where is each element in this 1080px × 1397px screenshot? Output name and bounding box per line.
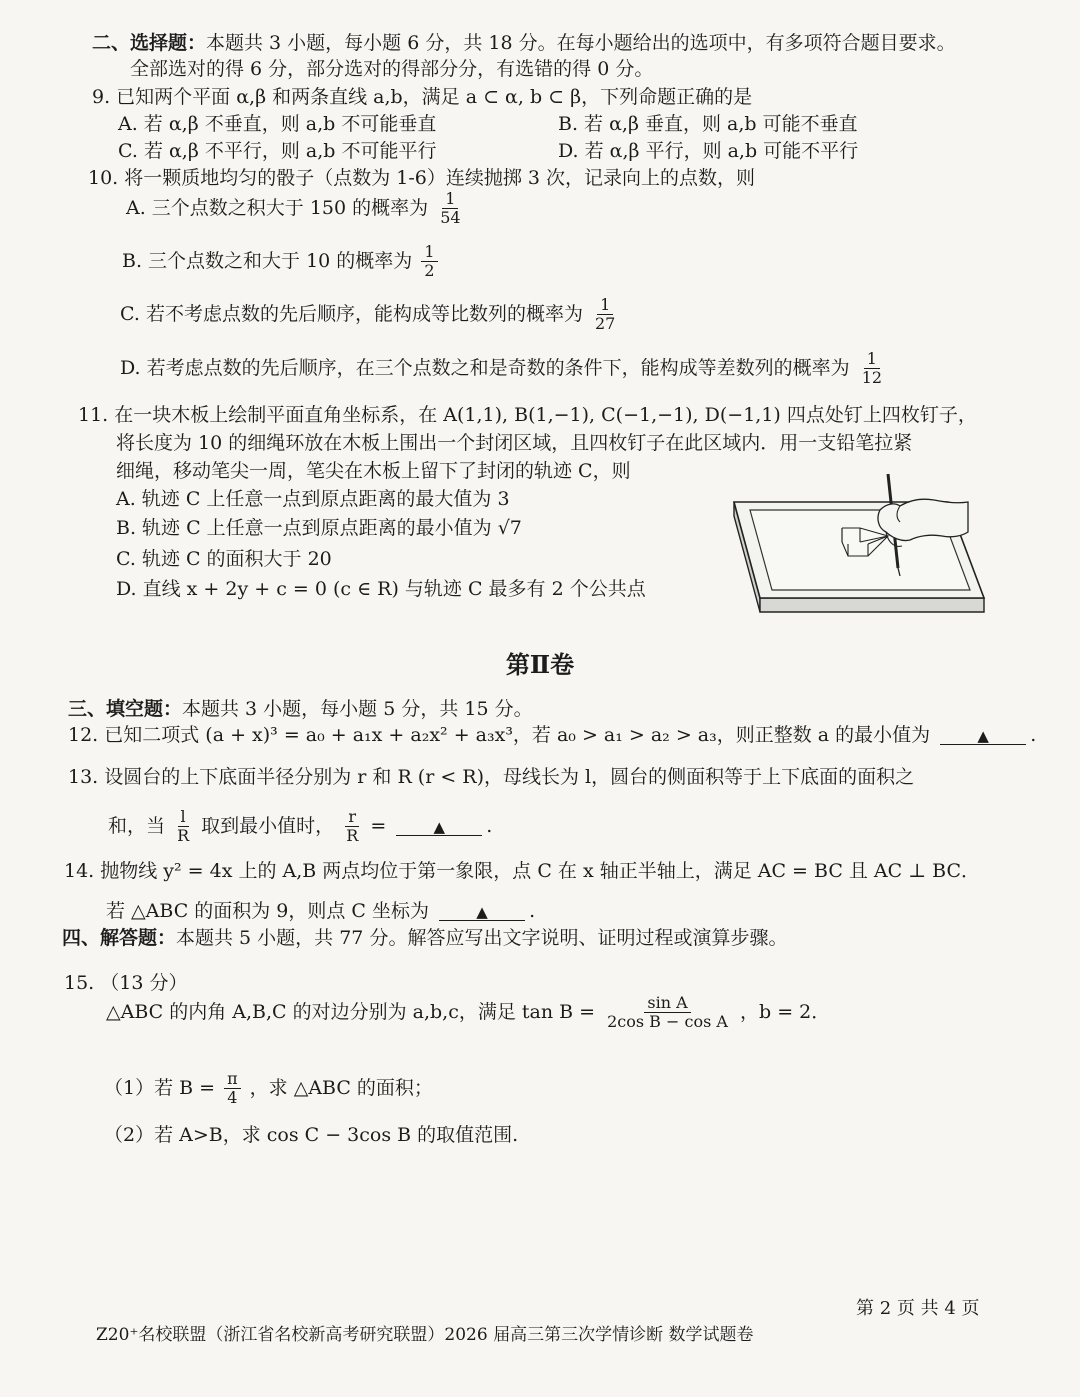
q15-cond-post: ，b = 2． (740, 1000, 831, 1023)
q11-option-b: B. 轨迹 C 上任意一点到原点距离的最小值为 √7 (116, 517, 522, 539)
q10-option-c (120, 296, 621, 334)
fraction-denominator: 4 (227, 1088, 238, 1108)
q9-option-d: D. 若 α,β 平行，则 a,b 可能不平行 (558, 140, 859, 162)
q13-eq: = (370, 814, 387, 837)
q15-part2: （2）若 A>B，求 cos C − 3cos B 的取值范围. (104, 1124, 519, 1146)
q10-option-d (120, 350, 888, 388)
section3-header (68, 698, 533, 721)
q10-stem: 10. 将一颗质地均匀的骰子（点数为 1-6）连续抛掷 3 次，记录向上的点数，则 (88, 167, 756, 189)
q9-stem: 9. 已知两个平面 α,β 和两条直线 a,b，满足 a ⊂ α, b ⊂ β，下列命题正确的是 (92, 86, 753, 108)
fraction-numerator: 1 (864, 350, 880, 369)
fraction-denominator: 12 (861, 368, 883, 388)
q9-option-c: C. 若 α,β 不平行，则 a,b 不可能平行 (118, 140, 437, 162)
q12-text: 12. 已知二项式 (a + x)³ = a₀ + a₁x + a₂x² + a₃x³，若 a₀ > a₁ > a₂ > a₃，则正整数 a 的最小值为 (68, 724, 931, 746)
q10-option-b-text: B. 三个点数之和大于 10 的概率为 (122, 249, 413, 272)
board-illustration (730, 472, 992, 620)
q14-line2-text: 若 △ABC 的面积为 9，则点 C 坐标为 (106, 900, 430, 922)
fraction-numerator: r (345, 808, 359, 827)
section2-heading: 二、选择题： (92, 32, 207, 54)
section4-heading: 四、解答题： (62, 927, 177, 949)
q15-condition (106, 994, 830, 1032)
fraction-numerator: sin A (644, 994, 690, 1013)
q15-part1 (104, 1070, 433, 1108)
q11-line2: 将长度为 10 的细绳环放在木板上围出一个封闭区域，且四枚钉子在此区域内．用一支铅笔拉紧 (116, 432, 913, 454)
part2-title: 第Ⅱ卷 (505, 650, 575, 679)
fraction-denominator: 27 (595, 314, 616, 334)
fraction-numerator: 1 (421, 243, 437, 262)
q10-option-b (122, 243, 441, 281)
fraction-numerator: 1 (442, 190, 458, 209)
q9-option-a: A. 若 α,β 不垂直，则 a,b 不可能垂直 (118, 113, 437, 135)
fraction (343, 808, 361, 846)
fraction (859, 350, 885, 388)
fraction (421, 243, 437, 281)
answer-blank: ▲ (439, 905, 525, 921)
q14-line1: 14. 抛物线 y² = 4x 上的 A,B 两点均位于第一象限，点 C 在 x 轴正半轴上，满足 AC = BC 且 AC ⊥ BC． (64, 860, 980, 882)
answer-blank: ▲ (940, 729, 1026, 745)
fraction (604, 994, 731, 1032)
fraction-denominator: 2cos B − cos A (607, 1012, 728, 1032)
q13-end: . (486, 814, 493, 837)
section3-intro: 本题共 3 小题，每小题 5 分，共 15 分。 (182, 698, 533, 720)
q13-line1: 13. 设圆台的上下底面半径分别为 r 和 R (r < R)，母线长为 l，圆台的侧面积等于上下底面的面积之 (68, 766, 915, 788)
q15-p1-pre: （1）若 B = (104, 1076, 216, 1099)
section3-heading: 三、填空题： (68, 698, 183, 720)
q10-option-a-text: A. 三个点数之积大于 150 的概率为 (126, 196, 429, 219)
fraction-denominator: R (177, 826, 190, 846)
fraction-numerator: π (224, 1070, 241, 1089)
section4-header (62, 927, 787, 950)
footer-right: 第 2 页 共 4 页 (856, 1298, 980, 1319)
q11-option-a: A. 轨迹 C 上任意一点到原点距离的最大值为 3 (116, 488, 510, 510)
q11-option-c: C. 轨迹 C 的面积大于 20 (116, 548, 332, 570)
section2-intro: 本题共 3 小题，每小题 6 分，共 18 分。在每小题给出的选项中，有多项符合题目要求。 (206, 32, 956, 54)
q10-option-c-text: C. 若不考虑点数的先后顺序，能构成等比数列的概率为 (120, 302, 583, 325)
fraction-numerator: l (178, 808, 189, 827)
fraction-numerator: 1 (597, 296, 613, 315)
section4-intro: 本题共 5 小题，共 77 分。解答应写出文字说明、证明过程或演算步骤。 (176, 927, 788, 949)
q15-p1-post: ，求 △ABC 的面积； (249, 1076, 433, 1099)
q14-line2 (106, 900, 535, 923)
fraction (174, 808, 192, 846)
q10-option-a (126, 190, 467, 228)
q14-end: . (529, 900, 536, 922)
q11-line1: 11. 在一块木板上绘制平面直角坐标系，在 A(1,1), B(1,−1), C(−1,−1), D(−1,1) 四点处钉上四枚钉子， (78, 404, 977, 426)
fraction (224, 1070, 241, 1108)
q11-line3: 细绳，移动笔尖一周，笔尖在木板上留下了封闭的轨迹 C，则 (116, 460, 631, 482)
fraction (437, 190, 463, 228)
fraction-denominator: R (346, 826, 359, 846)
q12 (68, 724, 1036, 747)
fraction-denominator: 2 (424, 261, 435, 281)
q13-line2 (108, 808, 492, 846)
section2-intro2: 全部选对的得 6 分，部分选对的得部分分，有选错的得 0 分。 (130, 58, 654, 80)
footer-left: Z20⁺名校联盟（浙江省名校新高考研究联盟）2026 届高三第三次学情诊断 数学试题卷 (96, 1325, 754, 1345)
q15-head: 15. （13 分） (64, 972, 188, 994)
q11-option-d: D. 直线 x + 2y + c = 0 (c ∈ R) 与轨迹 C 最多有 2 个公共点 (116, 578, 646, 600)
q12-end: . (1030, 724, 1037, 746)
fraction (592, 296, 618, 334)
q9-option-b: B. 若 α,β 垂直，则 a,b 可能不垂直 (558, 113, 858, 135)
q15-cond-pre: △ABC 的内角 A,B,C 的对边分别为 a,b,c，满足 tan B = (106, 1000, 596, 1023)
q10-option-d-text: D. 若考虑点数的先后顺序，在三个点数之和是奇数的条件下，能构成等差数列的概率为 (120, 356, 850, 379)
section2-header (92, 32, 956, 55)
q13-mid: 取到最小值时， (201, 814, 335, 837)
fraction-denominator: 54 (440, 208, 461, 228)
q13-pre: 和，当 (108, 814, 166, 837)
answer-blank: ▲ (396, 820, 482, 836)
